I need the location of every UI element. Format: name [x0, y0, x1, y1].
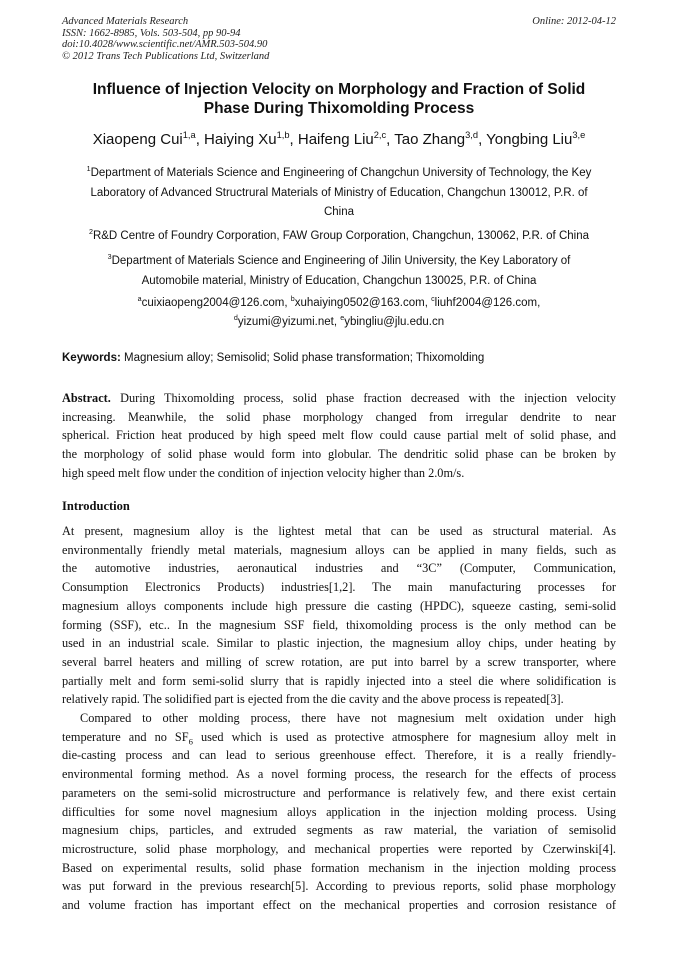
abstract	[62, 389, 616, 483]
paragraph-line: used in an industrial scale. Similar to plastic injection, the magnesium alloy chips, under heating by	[62, 636, 616, 651]
paragraph-line: die-casting process and can lead to serious greenhouse effect. Therefore, it is a really friendly-	[62, 748, 616, 763]
author-name: Tao Zhang	[394, 131, 466, 148]
paragraph-line: Consumption Electronics Products) industries[1,2]. The main manufacturing processes for	[62, 580, 616, 595]
journal-header	[62, 16, 616, 62]
abstract-line: spherical. Friction heat produced by high speed melt flow could cause partial melt of solid phase, and	[62, 428, 616, 443]
abstract-label: Abstract.	[62, 391, 111, 405]
abstract-line: the morphology of solid phase would form into globular. The dendritic solid phase can be broken by	[62, 447, 616, 462]
author-name: Xiaopeng Cui	[92, 131, 183, 148]
paragraph-line: was put forward in the previous research[5]. According to previous reports, solid phase morphology	[62, 879, 616, 894]
email-d[interactable]: yizumi@yizumi.net	[237, 316, 334, 328]
email-c[interactable]: liuhf2004@126.com	[434, 297, 538, 309]
intro-paragraph-2	[62, 709, 616, 915]
author-sup: 3,e	[572, 130, 586, 140]
section-heading-introduction: Introduction	[62, 499, 130, 513]
paragraph-line: Compared to other molding process, there have not magnesium melt oxidation under high	[80, 711, 616, 725]
paragraph-line: magnesium alloys components include high pressure die casting (HPDC), squeeze casting, semi-solid	[62, 598, 616, 613]
affiliation-sup: 3	[107, 253, 112, 262]
paragraph-line: parameters on the semi-solid microstructure and performance is relatively few, and there exist certain	[62, 785, 616, 800]
journal-name: Advanced Materials Research	[62, 16, 189, 27]
abstract-line: During Thixomolding process, solid phase fraction decreased with the injection velocity	[120, 391, 616, 405]
paragraph-line: and volume fraction has important effect on the mechanical properties and corrosion resistance of	[62, 898, 616, 913]
keywords-label: Keywords:	[62, 352, 121, 364]
paragraph-line: the automotive industries, aeronautical industries and “3C” (Computer, Communication,	[62, 561, 616, 576]
abstract-line: high speed melt flow under the condition of injection velocity higher than 2.0m/s.	[62, 465, 465, 480]
author-sup: 3,d	[465, 130, 479, 140]
paragraph-line: forming (SSF), etc.. In the magnesium SSF field, thixomolding process is the only method can be	[62, 617, 616, 632]
affiliation-line: Automobile material, Ministry of Education, Changchun 130025, P.R. of China	[141, 274, 537, 287]
journal-doi: doi:10.4028/www.scientific.net/AMR.503-504.90	[62, 39, 268, 50]
paragraph-line: magnesium chips, particles, and extruded segments as raw material, the variation of semisolid	[62, 823, 616, 838]
abstract-line: increasing. Meanwhile, the solid phase morphology changed from irregular dendrite to near	[62, 409, 616, 424]
paragraph-line: environmental forming method. As a novel forming process, the research for the effects of process	[62, 767, 616, 782]
author-list: Xiaopeng Cui$^{1,a}$, Haiying Xu$^{1,b}$, Haifeng Liu$^{2,c}$, Tao Zhang$^{3,d}$, Yongbing Liu$^{3,e}$	[92, 130, 586, 148]
keywords-text: Magnesium alloy; Semisolid; Solid phase transformation; Thixomolding	[124, 352, 485, 364]
paragraph-line: relatively rapid. The solidified part is ejected from the die cavity and the above process is repeated[3].	[62, 692, 564, 707]
keywords	[62, 350, 616, 366]
email-b[interactable]: xuhaiying0502@163.com	[294, 297, 425, 309]
affiliation-line: Department of Materials Science and Engineering of Jilin University, the Key Laboratory of	[111, 255, 571, 267]
author-name: Yongbing Liu	[486, 131, 573, 148]
author-sup: 1,b	[276, 130, 290, 140]
paragraph-text: used which is used as protective atmosphere for magnesium alloy melt in	[192, 729, 616, 744]
paragraph-line: microstructure, solid phase morphology, and mechanical properties were reported by Czerwinski[4].	[62, 841, 616, 856]
author-sup: 2,c	[373, 130, 387, 140]
subscript-6: 6	[188, 736, 193, 747]
paragraph-line: difficulties for some novel magnesium alloys application in the injection molding process. Using	[62, 804, 616, 819]
paragraph-line: Based on experimental results, solid phase formation mechanism in the injection molding process	[62, 860, 616, 875]
email-e[interactable]: ybingliu@jlu.edu.cn	[344, 316, 445, 328]
paragraph-line: At present, magnesium alloy is the lightest metal that can be used as structural material. As	[62, 524, 616, 538]
title-line: Influence of Injection Velocity on Morphology and Fraction of Solid	[92, 81, 586, 98]
affiliation-line: Laboratory of Advanced Structrural Materials of Ministry of Education, Changchun 130012, P.R. of	[90, 186, 588, 199]
author-name: Haifeng Liu	[297, 131, 374, 148]
title-line: Phase During Thixomolding Process	[203, 100, 475, 117]
affiliation-sup: 1	[86, 165, 91, 174]
author-sup: 1,a	[182, 130, 196, 140]
paper-title	[62, 80, 616, 118]
email-a[interactable]: cuixiaopeng2004@126.com	[141, 297, 285, 309]
affiliation-sup: 2	[88, 228, 93, 237]
affiliation-2	[62, 227, 616, 247]
paragraph-line: environmentally friendly metal materials, magnesium alloys can be applied in many fields, such as	[62, 542, 616, 557]
paragraph-line: several barrel heaters and milling of screw rotation, are put into barrel by a screw transporter, where	[62, 654, 616, 669]
affiliation-line: R&D Centre of Foundry Corporation, FAW Group Corporation, Changchun, 130062, P.R. of China	[92, 230, 589, 242]
author-name: Haiying Xu	[204, 131, 277, 148]
author-emails: $^a$cuixiaopeng2004@126.com, $^b$xuhaiying0502@163.com, $^c$liuhf2004@126.com, $^d$yizumi@yizumi.net, $^e$ybingliu@jlu.edu.cn	[137, 295, 541, 328]
intro-paragraph-1	[62, 522, 616, 709]
affiliation-line: Department of Materials Science and Engineering of Changchun University of Technology, the Key	[90, 167, 592, 179]
paragraph-line: partially melt and form semi-solid slurry that is rapidly injected into a steel die where solidification is	[62, 673, 616, 688]
paragraph-text: temperature and no SF	[62, 729, 189, 744]
affiliation-1	[62, 164, 616, 223]
affiliation-line: China	[323, 206, 355, 218]
online-date: Online: 2012-04-12	[532, 16, 616, 27]
journal-issn: ISSN: 1662-8985, Vols. 503-504, pp 90-94	[62, 27, 241, 39]
journal-copyright: © 2012 Trans Tech Publications Ltd, Switzerland	[62, 50, 270, 62]
affiliation-3	[62, 252, 616, 291]
